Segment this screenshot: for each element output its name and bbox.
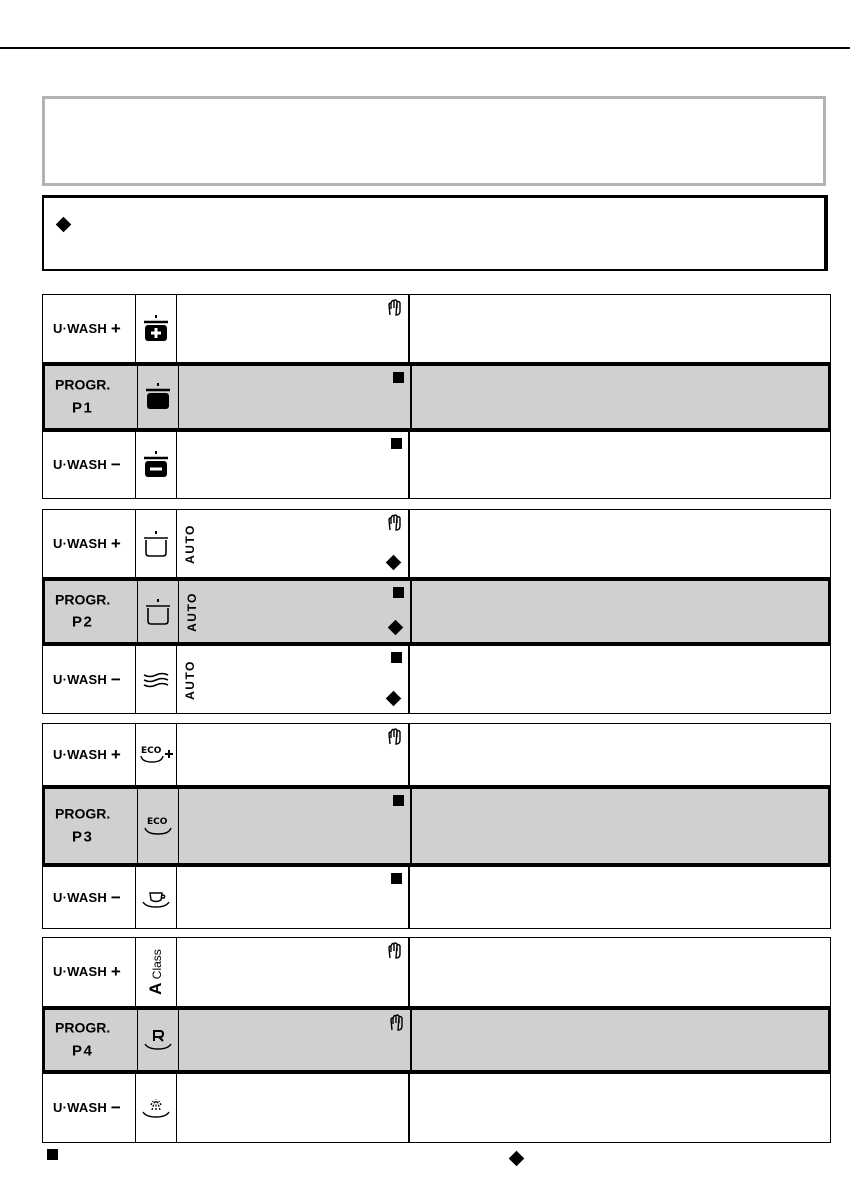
- text-cell: [408, 867, 830, 928]
- uwash-plus-cell: [43, 724, 135, 785]
- square-icon: [391, 438, 402, 449]
- description-cell: [178, 789, 410, 863]
- hand-icon: [387, 299, 403, 322]
- uwash-plus-label: U·WASH +: [53, 533, 121, 553]
- description-cell: [176, 432, 408, 498]
- table-row-highlight: [42, 578, 831, 645]
- a-class-label: A Class: [146, 949, 165, 995]
- hand-icon: [387, 942, 403, 965]
- text-cell: [408, 432, 830, 498]
- uwash-minus-label: U·WASH −: [53, 669, 121, 689]
- uwash-minus-cell: [43, 1074, 135, 1142]
- waves-icon: [135, 646, 176, 713]
- cup-icon: [135, 867, 176, 928]
- text-cell: [410, 789, 828, 863]
- program-label: PROGR. P4: [55, 1019, 111, 1060]
- square-icon: [393, 587, 404, 598]
- auto-label: AUTO: [183, 659, 197, 700]
- program-label: PROGR. P2: [55, 591, 111, 631]
- diamond-icon: [388, 620, 404, 636]
- table-row: [42, 645, 831, 714]
- diamond-icon: [56, 217, 72, 233]
- pot-plus-icon: [135, 295, 176, 362]
- square-icon: [391, 873, 402, 884]
- uwash-plus-label: U·WASH +: [53, 318, 121, 338]
- description-cell: [176, 867, 408, 928]
- description-cell: [178, 1010, 410, 1070]
- a-class-icon: [135, 938, 176, 1006]
- pot-outline-icon: [135, 510, 176, 577]
- description-cell: [176, 510, 408, 577]
- description-cell: [176, 646, 408, 713]
- uwash-plus-cell: [43, 938, 135, 1006]
- description-cell: [178, 581, 410, 642]
- hand-icon: [387, 728, 403, 751]
- hand-icon: [389, 1014, 405, 1037]
- description-cell: [176, 295, 408, 362]
- text-cell: [410, 581, 828, 642]
- text-cell: [408, 295, 830, 362]
- program-cell: [45, 789, 137, 863]
- table-row: [42, 509, 831, 578]
- rinse-r-icon: [137, 1010, 178, 1070]
- diamond-icon: [386, 555, 402, 571]
- square-icon: [391, 652, 402, 663]
- uwash-minus-cell: [43, 432, 135, 498]
- table-row-highlight: [42, 786, 831, 866]
- uwash-minus-label: U·WASH −: [53, 1098, 121, 1117]
- description-cell: [176, 938, 408, 1006]
- eco-plus-icon: [135, 724, 176, 785]
- table-row: [42, 1073, 831, 1143]
- note-box-gray: [42, 96, 826, 186]
- table-row-highlight: [42, 363, 831, 431]
- pot-minus-icon: [135, 432, 176, 498]
- text-cell: [408, 510, 830, 577]
- text-cell: [410, 1010, 828, 1070]
- uwash-minus-cell: [43, 646, 135, 713]
- description-cell: [176, 724, 408, 785]
- text-cell: [408, 724, 830, 785]
- uwash-plus-cell: [43, 295, 135, 362]
- table-row-highlight: [42, 1007, 831, 1073]
- auto-label: AUTO: [183, 523, 197, 564]
- table-row: [42, 937, 831, 1007]
- uwash-minus-cell: [43, 867, 135, 928]
- text-cell: [410, 366, 828, 428]
- text-cell: [408, 646, 830, 713]
- uwash-plus-label: U·WASH +: [53, 744, 121, 764]
- pot-icon: [137, 366, 178, 428]
- uwash-minus-label: U·WASH −: [53, 455, 121, 474]
- description-cell: [176, 1074, 408, 1142]
- text-cell: [408, 938, 830, 1006]
- note-box-black: [42, 195, 828, 271]
- diamond-icon: [386, 691, 402, 707]
- table-row: [42, 866, 831, 929]
- uwash-minus-label: U·WASH −: [53, 887, 121, 907]
- legend-diamond-icon: [509, 1151, 525, 1167]
- program-label: PROGR. P3: [55, 805, 111, 846]
- top-rule: [0, 47, 850, 49]
- square-icon: [393, 795, 404, 806]
- legend-square-icon: [47, 1149, 58, 1160]
- program-label: PROGR. P1: [55, 376, 111, 417]
- eco-icon: [137, 789, 178, 863]
- auto-label: AUTO: [185, 591, 199, 632]
- uwash-plus-cell: [43, 510, 135, 577]
- square-icon: [393, 372, 404, 383]
- uwash-plus-label: U·WASH +: [53, 962, 121, 981]
- program-cell: [45, 1010, 137, 1070]
- table-row: [42, 294, 831, 363]
- table-row: [42, 723, 831, 786]
- table-row: [42, 431, 831, 499]
- text-cell: [408, 1074, 830, 1142]
- pot-outline-icon: [137, 581, 178, 642]
- description-cell: [178, 366, 410, 428]
- svg-text:ECO: ECO: [141, 745, 162, 756]
- program-cell: [45, 366, 137, 428]
- program-cell: [45, 581, 137, 642]
- svg-text:ECO: ECO: [147, 817, 168, 827]
- spray-icon: [135, 1074, 176, 1142]
